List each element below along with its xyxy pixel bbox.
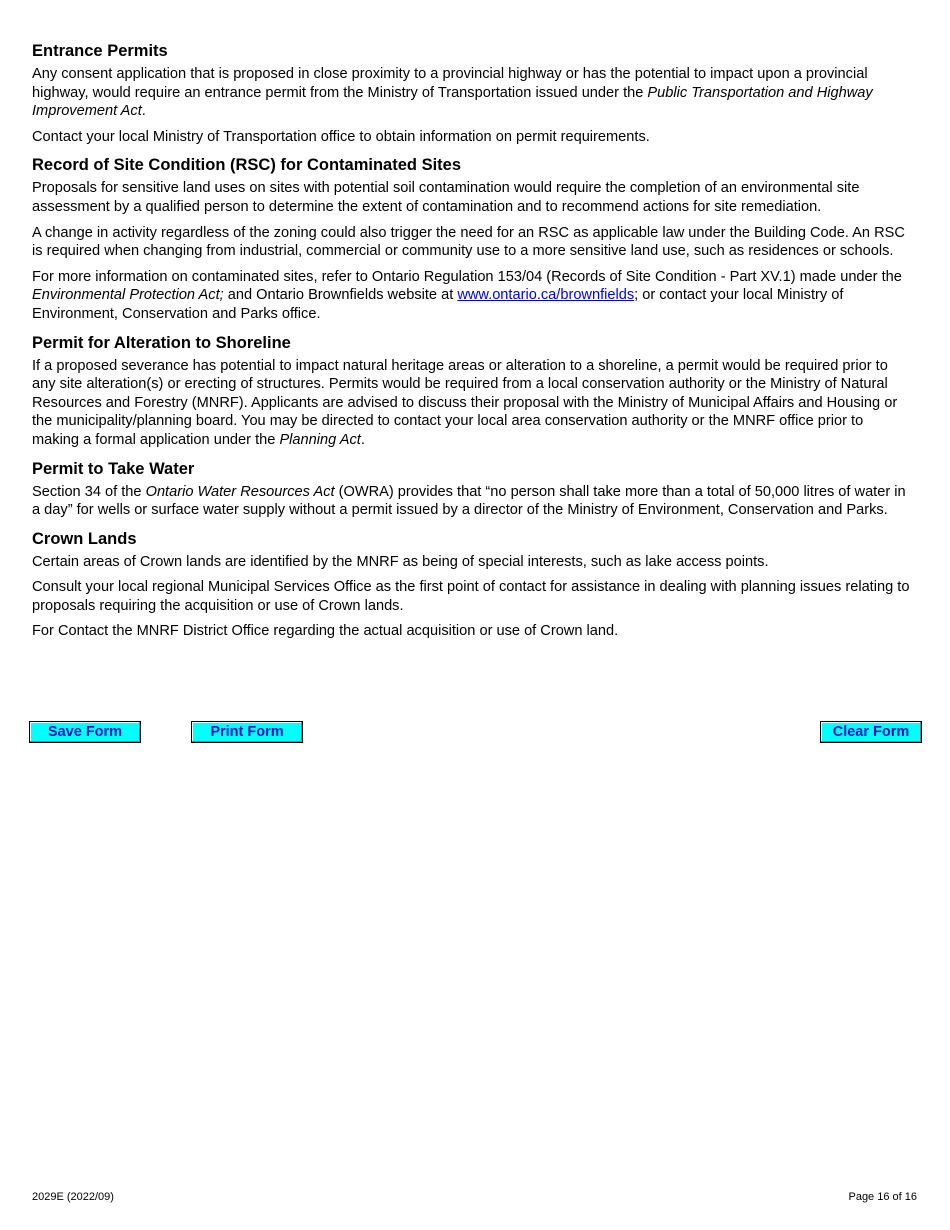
form-id: 2029E (2022/09) <box>32 1191 114 1203</box>
paragraph: Certain areas of Crown lands are identified by the MNRF as being of special interests, such as lake access points. <box>32 553 769 570</box>
paragraph: If a proposed severance has potential to impact natural heritage areas or alteration to a shoreline, a permit would be required prior to any site alteration(s) or erecting of structures. Permits would be required from a local conservation authority or the Ministry of Natural Resources and Forestry (MNRF). Applicants are advised to discuss their proposal with the Ministry of Municipal Affairs and Housing or the municipality/planning board. You may be directed to contact your local area conservation authority or the MNRF office prior to making a formal application under the Planning Act. <box>32 357 898 448</box>
page-content <box>32 41 912 650</box>
paragraph: Consult your local regional Municipal Services Office as the first point of contact for assistance in dealing with planning issues relating to proposals requiring the acquisition or use of Crown lands. <box>32 579 910 614</box>
section-record-of-site-condition <box>32 155 912 323</box>
section-title: Entrance Permits <box>32 42 168 60</box>
section-title: Permit for Alteration to Shoreline <box>32 333 291 352</box>
save-form-button[interactable]: Save Form <box>29 721 141 743</box>
paragraph: Section 34 of the Ontario Water Resources Act (OWRA) provides that “no person shall take more than a total of 50,000 litres of water in a day” for wells or surface water supply without a permit issued by a director of the Ministry of Environment, Conservation and Parks. <box>32 483 906 519</box>
paragraph: Proposals for sensitive land uses on sites with potential soil contamination would require the completion of an environmental site assessment by a qualified person to determine the extent of contamination and to recommend actions for site remediation. <box>32 180 860 215</box>
print-form-button[interactable]: Print Form <box>191 721 303 743</box>
section-title: Crown Lands <box>32 529 137 548</box>
section-title: Permit to Take Water <box>32 459 195 478</box>
paragraph: For more information on contaminated sites, refer to Ontario Regulation 153/04 (Records of Site Condition - Part XV.1) made under the Environmental Protection Act; and Ontario Brownfields website at www.ontario.ca/brownfields; or contact your local Ministry of Environment, Conservation and Parks office. <box>32 268 902 322</box>
section-entrance-permits <box>32 41 912 146</box>
section-crown-lands <box>32 529 912 641</box>
paragraph: A change in activity regardless of the zoning could also trigger the need for an RSC as applicable law under the Building Code. An RSC is required when changing from industrial, commercial or community use to a more sensitive land use, such as residences or schools. <box>32 224 905 260</box>
page-number: Page 16 of 16 <box>848 1191 917 1203</box>
section-title: Record of Site Condition (RSC) for Contaminated Sites <box>32 156 462 175</box>
paragraph: Contact your local Ministry of Transportation office to obtain information on permit requirements. <box>32 128 650 145</box>
section-permit-to-take-water <box>32 459 912 520</box>
brownfields-link[interactable]: www.ontario.ca/brownfields <box>457 287 635 304</box>
clear-form-button[interactable]: Clear Form <box>820 721 922 743</box>
paragraph: Any consent application that is proposed in close proximity to a provincial highway or has the potential to impact upon a provincial highway, would require an entrance permit from the Ministry of Transportation issued under the Public Transportation and Highway Improvement Act. <box>32 66 873 120</box>
paragraph: For Contact the MNRF District Office regarding the actual acquisition or use of Crown land. <box>32 623 619 640</box>
section-alteration-to-shoreline <box>32 333 912 450</box>
